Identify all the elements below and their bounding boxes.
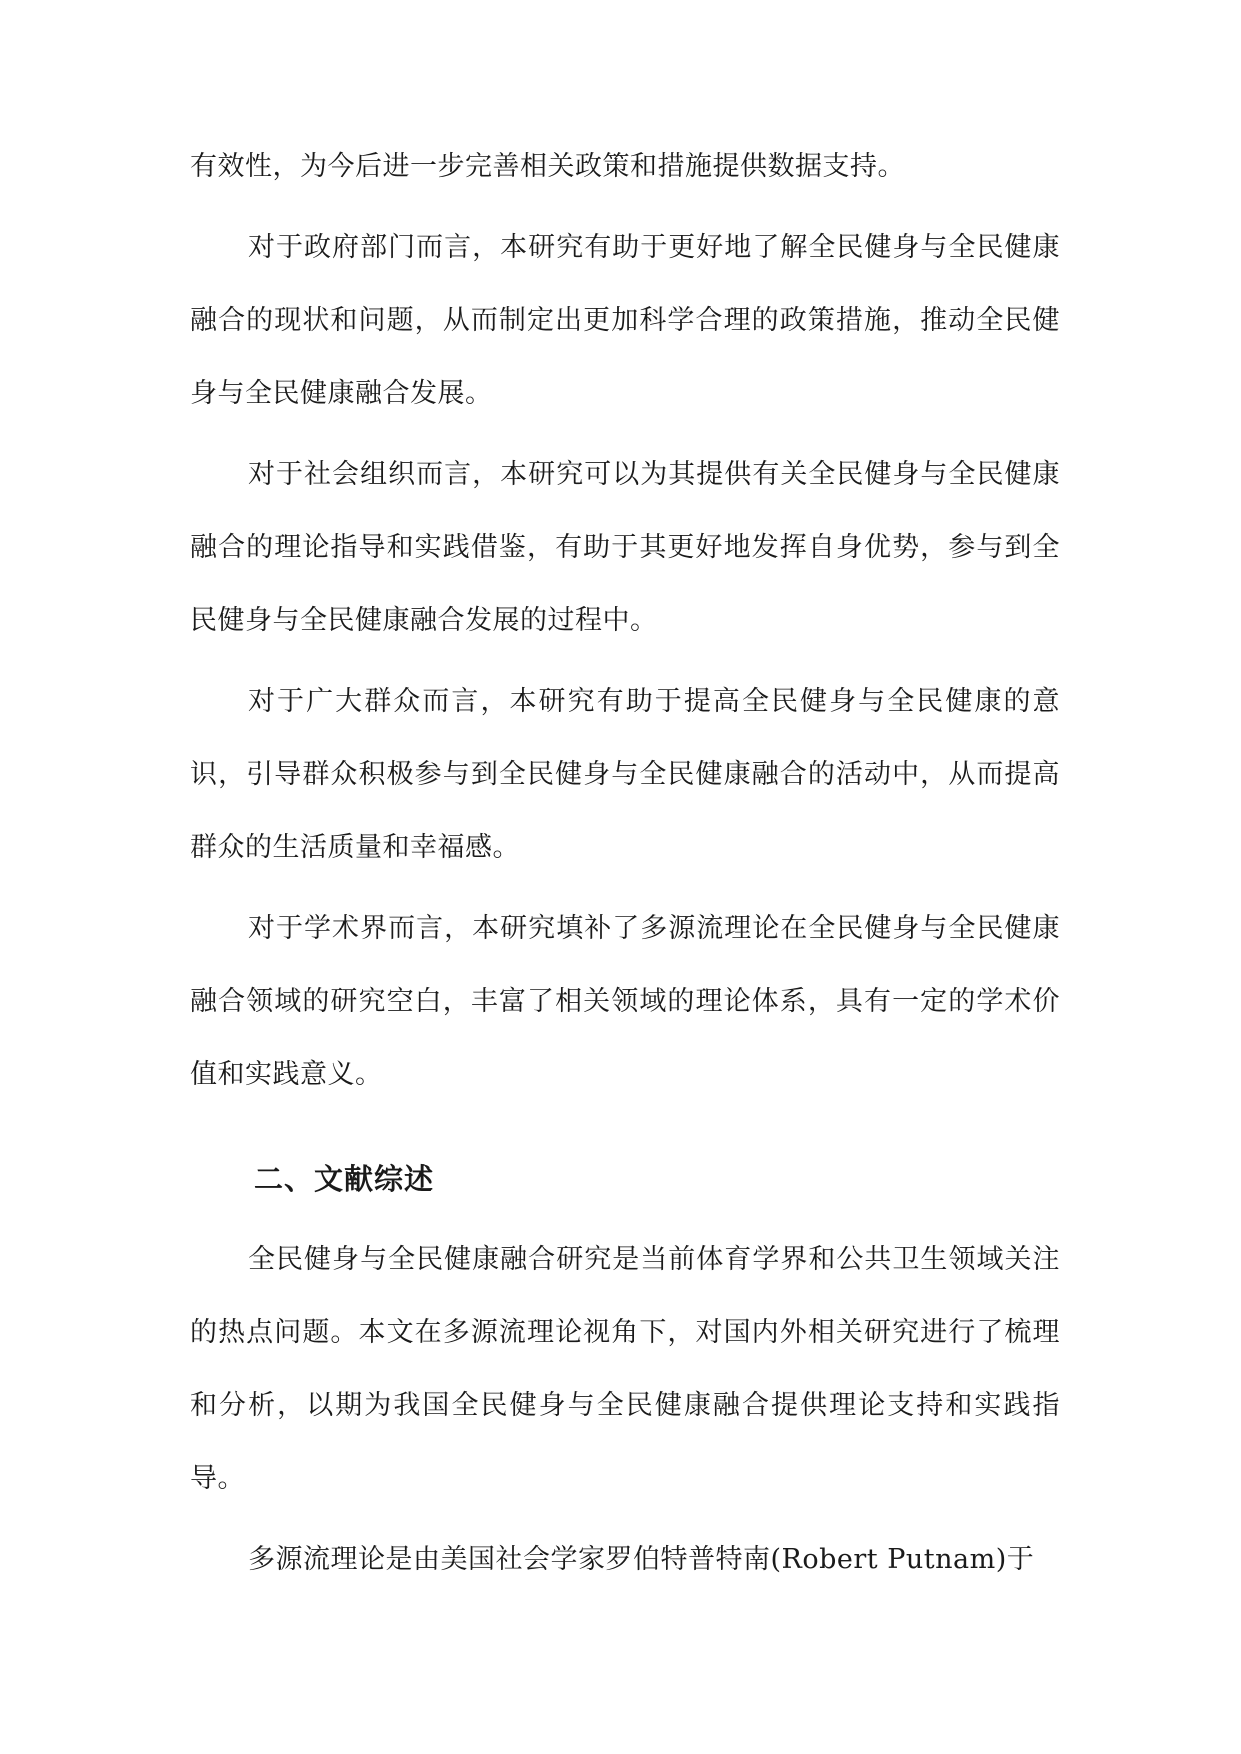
paragraph-academia: 对于学术界而言，本研究填补了多源流理论在全民健身与全民健康融合领域的研究空白，丰富了相关领域的理论体系，具有一定的学术价值和实践意义。 — [190, 913, 1060, 1090]
paragraph-social-organizations: 对于社会组织而言，本研究可以为其提供有关全民健身与全民健康融合的理论指导和实践借鉴，有助于其更好地发挥自身优势，参与到全民健身与全民健康融合发展的过程中。 — [190, 459, 1060, 636]
paragraph-literature-intro: 全民健身与全民健康融合研究是当前体育学界和公共卫生领域关注的热点问题。本文在多源流理论视角下，对国内外相关研究进行了梳理和分析，以期为我国全民健身与全民健康融合提供理论支持和实践指导。 — [190, 1244, 1060, 1494]
section-heading: 二、文献综述 — [254, 1162, 435, 1196]
document-page — [190, 130, 1060, 1604]
paragraph-continuation: 有效性，为今后进一步完善相关政策和措施提供数据支持。 — [190, 151, 905, 182]
paragraph-government: 对于政府部门而言，本研究有助于更好地了解全民健身与全民健康融合的现状和问题，从而制定出更加科学合理的政策措施，推动全民健身与全民健康融合发展。 — [190, 232, 1060, 409]
paragraph-public: 对于广大群众而言，本研究有助于提高全民健身与全民健康的意识，引导群众积极参与到全民健身与全民健康融合的活动中，从而提高群众的生活质量和幸福感。 — [190, 686, 1060, 863]
paragraph-multiple-streams: 多源流理论是由美国社会学家罗伯特普特南(Robert Putnam)于 — [248, 1544, 1035, 1575]
